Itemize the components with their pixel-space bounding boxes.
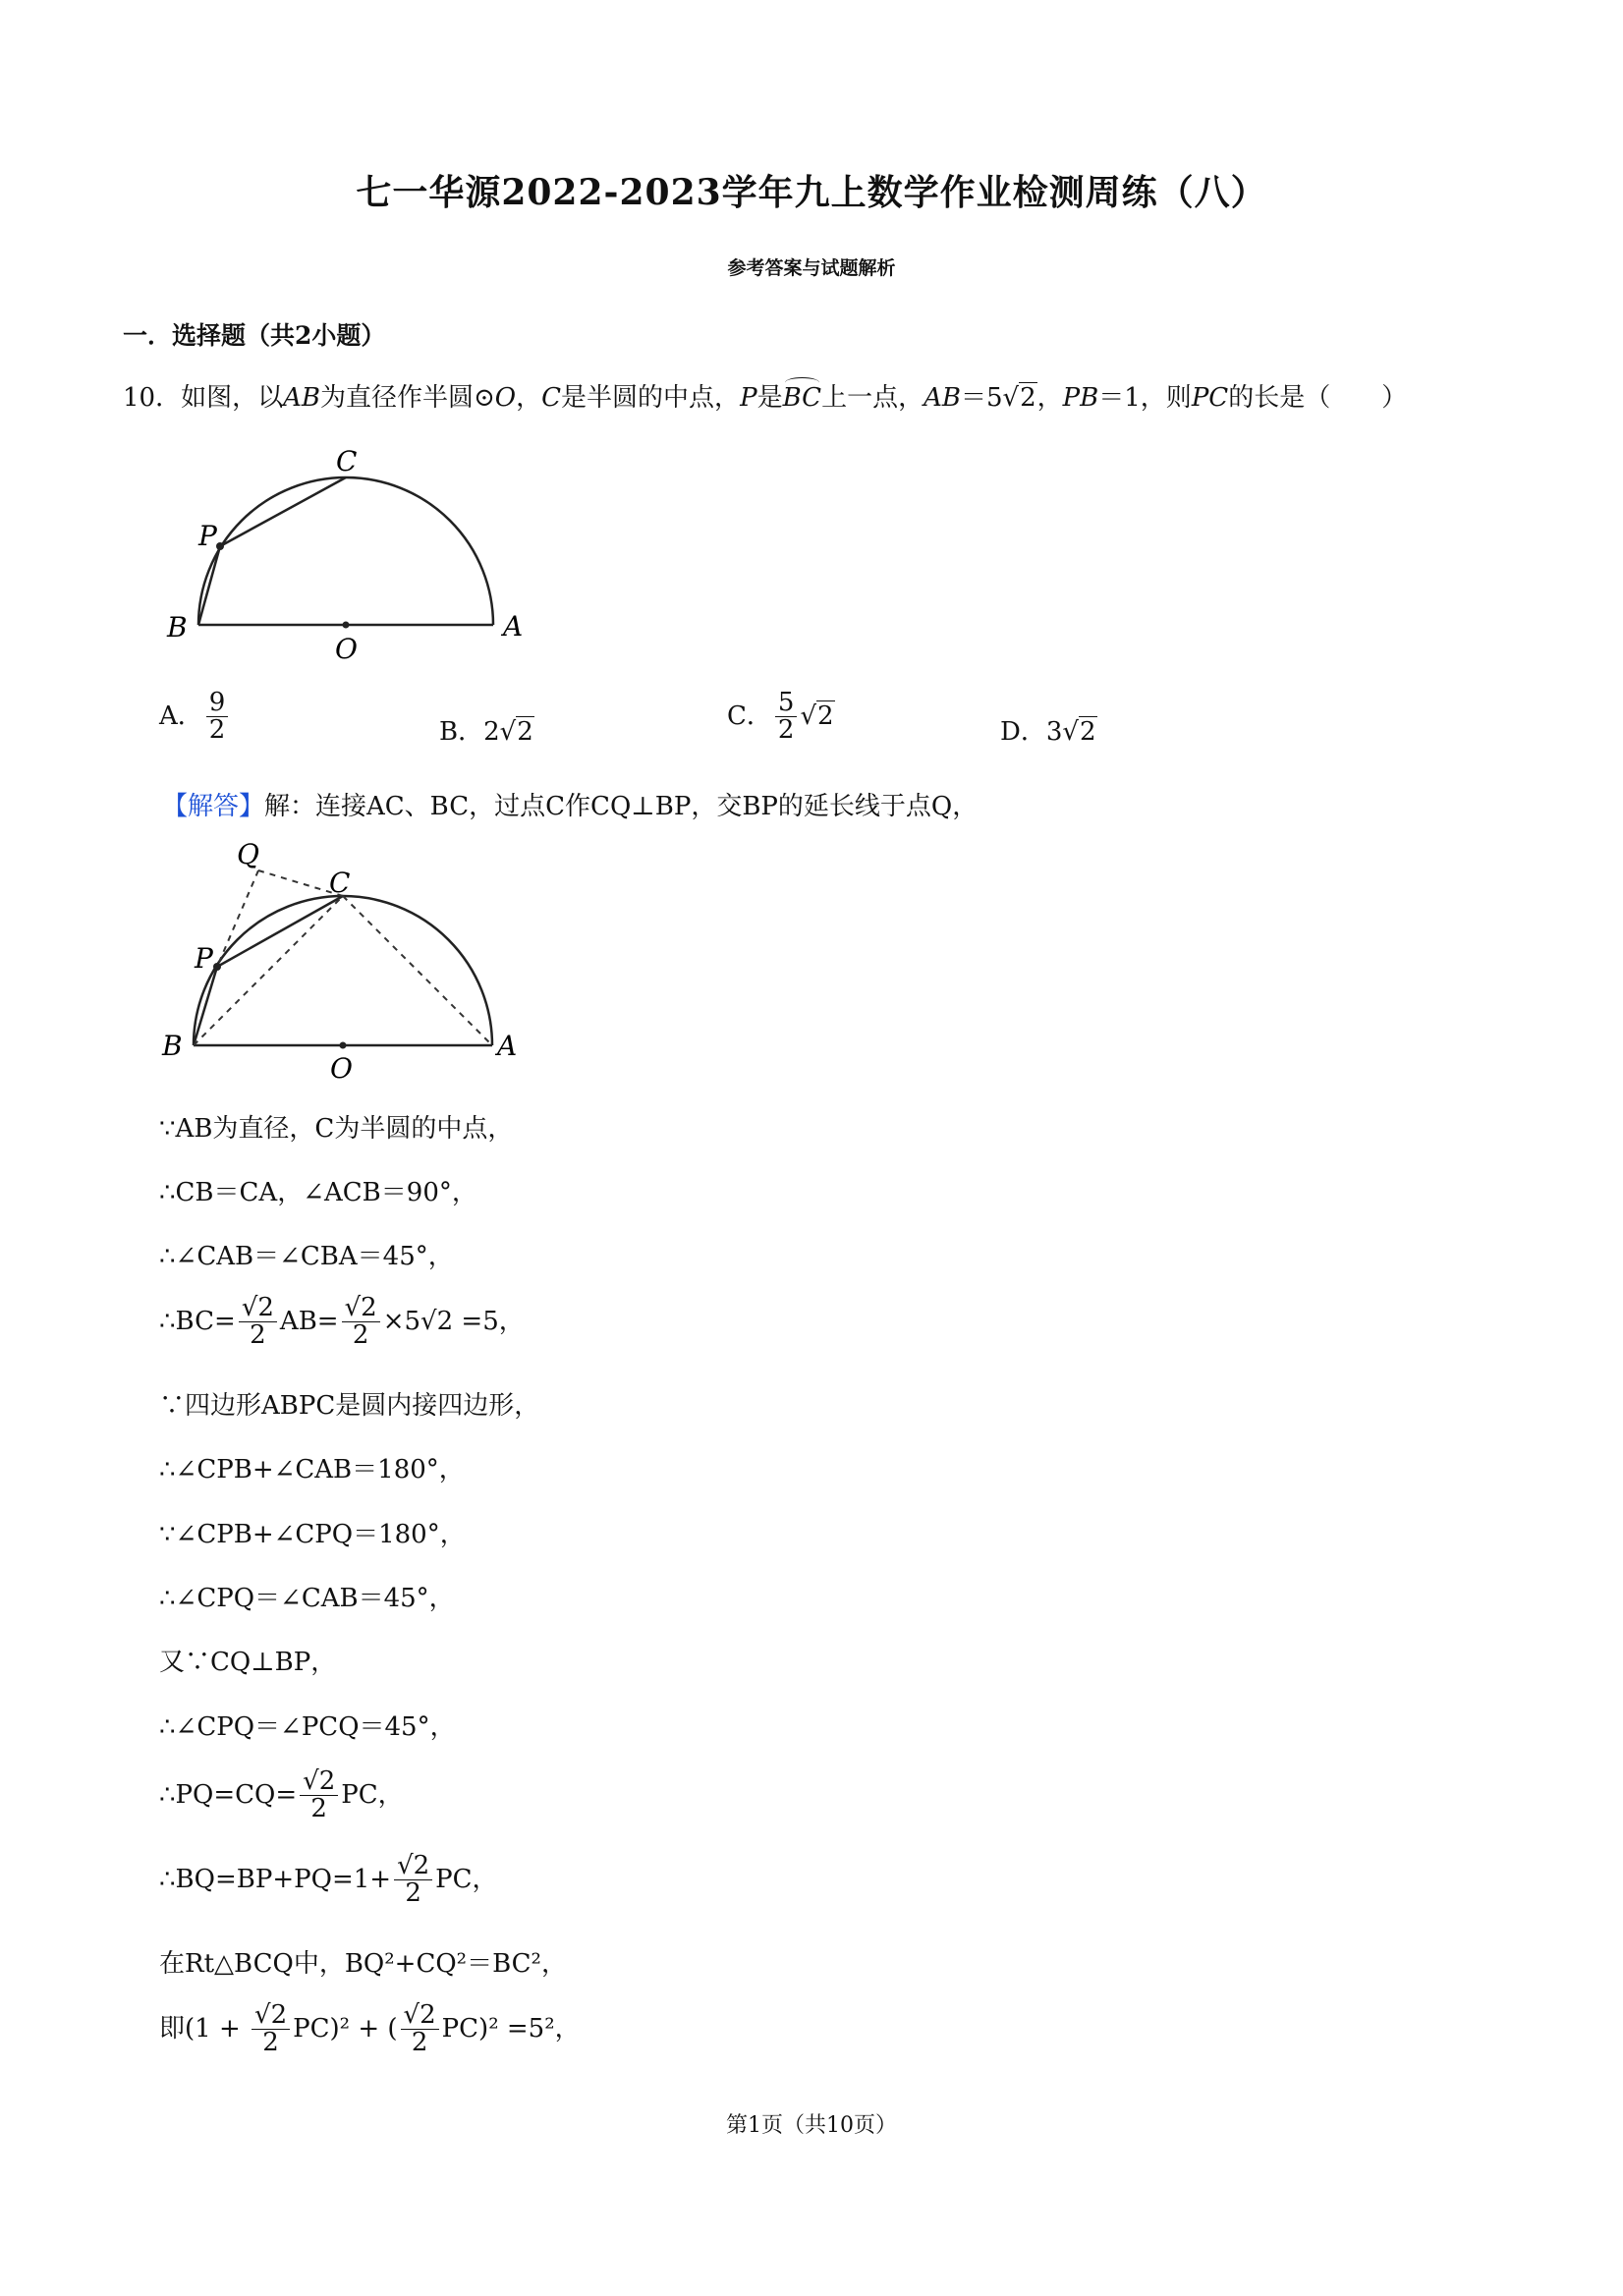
step-6: ∵∠CPB+∠CPQ＝180°，: [159, 1520, 466, 1549]
option-c: C． $\frac{5}{2}$ √2: [727, 688, 834, 746]
option-b: B．2√2: [439, 717, 533, 747]
step-pq: ∴PQ=CQ= $\frac{√2}{2}$ PC，: [159, 1766, 404, 1824]
page-footer: 第1页（共10页）: [726, 2113, 897, 2138]
step-3: ∴∠CAB＝∠CBA＝45°，: [159, 1242, 454, 1271]
semicircle-arc: [198, 477, 493, 625]
dashed-qp: [217, 870, 258, 967]
answer-intro: 【解答】解：连接AC、BC，过点C作CQ⊥BP，交BP的延长线于点Q，: [162, 792, 979, 821]
label-o: O: [330, 1052, 353, 1083]
step-5: ∴∠CPB+∠CAB＝180°，: [159, 1455, 465, 1484]
point-o: [343, 622, 350, 629]
dashed-ca: [343, 896, 492, 1045]
figure-solution: [152, 837, 545, 1083]
label-p: P: [198, 520, 217, 552]
document-subtitle: 参考答案与试题解析: [727, 257, 896, 279]
step-4: ∵四边形ABPC是圆内接四边形，: [159, 1391, 540, 1421]
step-8: 又∵CQ⊥BP，: [159, 1648, 337, 1677]
label-o: O: [335, 633, 358, 665]
section-heading: 一．选择题（共2小题）: [123, 321, 386, 350]
question-10: 10．如图，以AB为直径作半圆⊙O，C是半圆的中点，P是BC上一点，AB＝5√2，PB＝1，则PC的长是（ ）: [123, 383, 1408, 413]
label-c: C: [336, 445, 358, 477]
label-q: Q: [237, 838, 259, 870]
document-title: 七一华源2022-2023学年九上数学作业检测周练（八）: [356, 172, 1267, 213]
step-10: 在Rt△BCQ中，BQ²+CQ²＝BC²，: [159, 1949, 567, 1979]
step-bc: ∴BC= $\frac{√2}{2}$ AB= $\frac{√2}{2}$ ×5√2 =5，: [159, 1293, 525, 1351]
figure-semicircle: [157, 442, 550, 668]
point-p: [216, 542, 224, 550]
step-2: ∴CB＝CA，∠ACB＝90°，: [159, 1178, 477, 1207]
chord-pc: [220, 477, 346, 546]
chord-pb: [198, 546, 220, 625]
answer-tag: 【解答】: [162, 792, 265, 821]
label-c: C: [329, 867, 351, 899]
step-bq: ∴BQ=BP+PQ=1+ $\frac{√2}{2}$ PC，: [159, 1851, 498, 1909]
label-p: P: [195, 942, 213, 975]
option-a: A． $\frac{9}{2}$: [159, 690, 231, 745]
label-b: B: [167, 611, 188, 644]
arc-bc: BC: [782, 383, 822, 413]
label-b: B: [162, 1030, 183, 1062]
label-a: A: [497, 1030, 518, 1062]
option-d: D．3√2: [1000, 717, 1096, 747]
step-1: ∵AB为直径，C为半圆的中点，: [159, 1114, 514, 1144]
label-a: A: [503, 610, 524, 643]
step-9: ∴∠CPQ＝∠PCQ＝45°，: [159, 1712, 456, 1742]
step-equation: 即(1 + $\frac{√2}{2}$ PC)² + ( $\frac{√2}{2}$ PC)² =5²，: [159, 2000, 581, 2058]
step-7: ∴∠CPQ＝∠CAB＝45°，: [159, 1584, 455, 1613]
